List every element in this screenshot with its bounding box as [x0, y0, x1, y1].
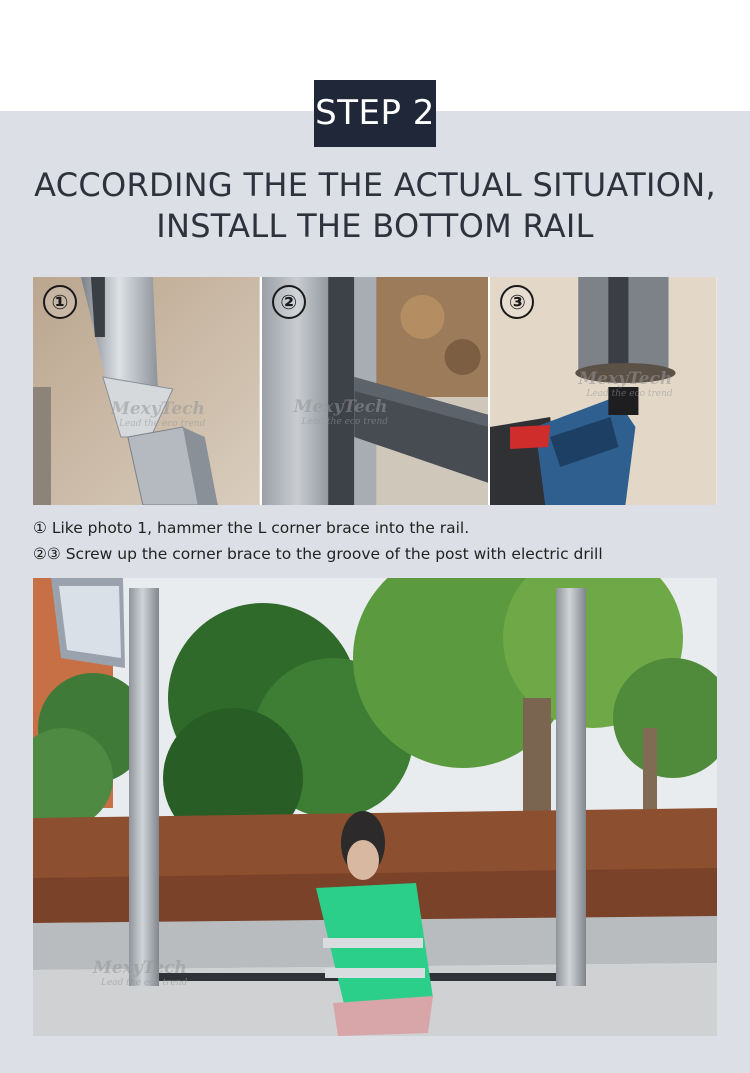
photo-electric-drill [490, 277, 717, 505]
step-photo-row [33, 277, 717, 505]
installation-photo [33, 578, 717, 1036]
watermark-logo: MexyTech Lead the eco trend [293, 397, 389, 427]
watermark-logo: MexyTech Lead the eco trend [111, 399, 206, 429]
title-line-2: INSTALL THE BOTTOM RAIL [156, 207, 594, 245]
title-line-1: ACCORDING THE THE ACTUAL SITUATION, [34, 166, 716, 204]
photo-hammer-brace [33, 277, 260, 505]
step-badge: STEP 2 [314, 80, 436, 147]
watermark-logo: MexyTech Lead the eco trend [578, 369, 673, 399]
caption-step-2-3: ②③ Screw up the corner brace to the groove of the post with electric drill [33, 545, 603, 563]
page-title [0, 165, 750, 247]
caption-step-1: ① Like photo 1, hammer the L corner brace into the rail. [33, 519, 470, 537]
watermark-logo: MexyTech Lead the eco trend [93, 958, 188, 988]
photo-post-rail [262, 277, 489, 505]
photo-number-1: ① [43, 285, 77, 319]
photo-number-2: ② [272, 285, 306, 319]
photo-number-3: ③ [500, 285, 534, 319]
